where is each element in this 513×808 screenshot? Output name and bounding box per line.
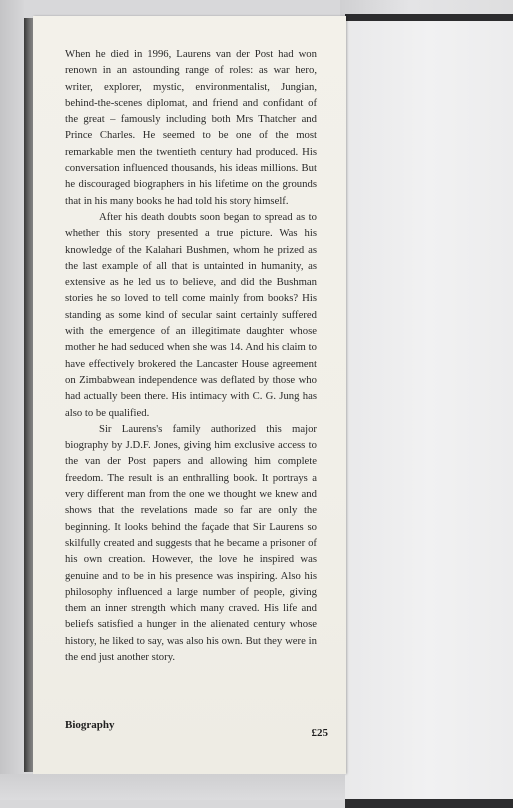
blurb-text [65,46,317,665]
price-label: £25 [311,727,328,739]
blurb-paragraph-3: Sir Laurens's family authorized this major biography by J.D.F. Jones, giving him exclusive access to the van der Post papers and allowing him complete freedom. The result is an enthralling book. It portrays a very different man from the one we thought we knew and shows that the revelations made so far are only the beginning. It looks behind the façade that Sir Laurens so skilfully created and suggests that he became a prisoner of his own creation. However, the love he inspired was genuine and to be in his presence was inspiring. Also his philosophy influenced a large number of people, giving them an inner strength which many craved. His life and beliefs satisfied a hunger in the alienated century whose history, he liked to say, was also his own. But they were in the end just another story. [65,422,317,663]
book-cover-board [345,14,513,808]
dust-jacket-flap [33,16,346,774]
surface-bottom [0,774,345,800]
category-label: Biography [65,719,115,731]
blurb-paragraph-1: When he died in 1996, Laurens van der Post had won renown in an astounding range of roles: as war hero, writer, explorer, mystic, environmentalist, Jungian, behind-the-scenes diplomat, and friend and confidant of the great – famously including both Mrs Thatcher and Prince Charles. He seemed to be one of the most remarkable men the twentieth century had produced. His conversation influenced thousands, his ideas millions. But he discouraged biographers in his lifetime on the grounds that in his many books he had told his story himself. [65,48,317,207]
blurb-paragraph-2: After his death doubts soon began to spread as to whether this story presented a true picture. Was his knowledge of the Kalahari Bushmen, whom he prized as the last example of all that is untainted in humanity, as extensive as he led us to believe, and did the Bushman stories he so loved to tell come mainly from books? His standing as some kind of secular saint certainly suffered with the emergence of an illegitimate daughter whose mother he had seduced when she was 14. And his claim to have effectively brokered the Lancaster House agreement on Zimbabwean independence was deflated by those who had actually been there. His intimacy with C. G. Jung has also to be qualified. [65,210,317,419]
background-left [0,0,24,800]
